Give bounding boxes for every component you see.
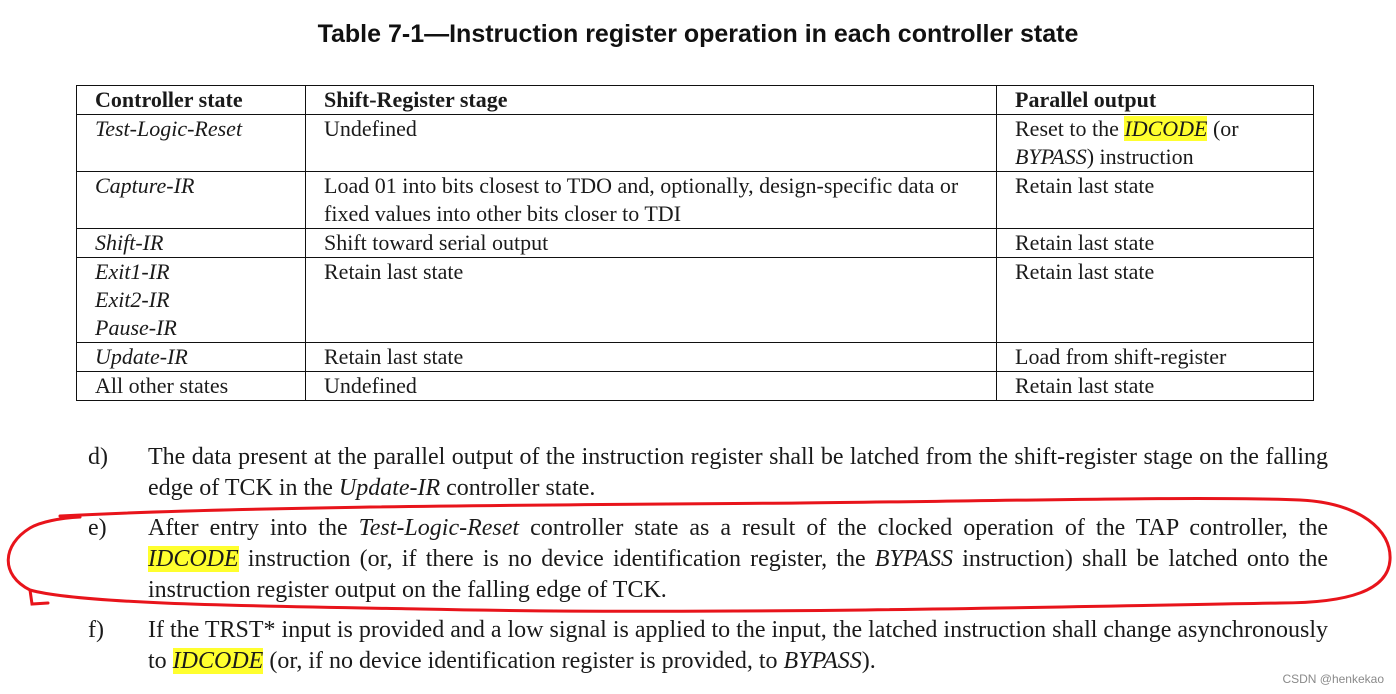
cell-output: Retain last state bbox=[997, 229, 1314, 258]
cell-output: Reset to the IDCODE (or BYPASS) instruction bbox=[997, 115, 1314, 172]
highlighted-term: IDCODE bbox=[1124, 116, 1208, 141]
item-label: e) bbox=[88, 515, 107, 541]
instruction-register-table bbox=[76, 85, 1314, 401]
state-name: Pause-IR bbox=[95, 315, 177, 340]
state-name: Capture-IR bbox=[95, 173, 195, 198]
list-item-d bbox=[88, 442, 1328, 504]
cell-state bbox=[77, 343, 306, 372]
header-controller-state: Controller state bbox=[77, 86, 306, 115]
list-item-f bbox=[88, 615, 1328, 677]
item-text: If the TRST* input is provided and a low signal is applied to the input, the latched instruction shall change asynchronously to IDCODE (or, if no device identification register is provided, to BYPASS). bbox=[148, 617, 1329, 674]
highlighted-term: IDCODE bbox=[172, 648, 264, 674]
item-text: After entry into the Test-Logic-Reset controller state as a result of the clocked operation of the TAP controller, the IDCODE instruction (or, if there is no device identification register, the BYPASS instruction) shall be latched onto the instruction register output on the falling edge of TCK. bbox=[148, 515, 1328, 603]
cell-output: Load from shift-register bbox=[997, 343, 1314, 372]
state-name: Shift-IR bbox=[95, 230, 164, 255]
table-row bbox=[77, 115, 1314, 172]
state-name: Update-IR bbox=[95, 344, 188, 369]
cell-state bbox=[77, 172, 306, 229]
requirements-list bbox=[88, 442, 1328, 686]
item-label: d) bbox=[88, 444, 108, 470]
header-parallel-output: Parallel output bbox=[997, 86, 1314, 115]
item-text: The data present at the parallel output of the instruction register shall be latched from the shift-register stage on the falling edge of TCK in the Update-IR controller state. bbox=[148, 444, 1328, 501]
cell-output: Retain last state bbox=[997, 172, 1314, 229]
state-name: Test-Logic-Reset bbox=[95, 116, 243, 141]
table-row bbox=[77, 229, 1314, 258]
state-name: Exit1-IR bbox=[95, 259, 170, 284]
highlighted-term: IDCODE bbox=[148, 546, 239, 572]
item-label: f) bbox=[88, 617, 104, 643]
italic-term: BYPASS bbox=[1015, 144, 1087, 169]
cell-shift: Load 01 into bits closest to TDO and, optionally, design-specific data or fixed values into other bits closer to TDI bbox=[306, 172, 997, 229]
cell-output: Retain last state bbox=[997, 372, 1314, 401]
cell-shift: Undefined bbox=[306, 115, 997, 172]
cell-state: All other states bbox=[77, 372, 306, 401]
cell-shift: Retain last state bbox=[306, 343, 997, 372]
table-header-row bbox=[77, 86, 1314, 115]
cell-shift: Undefined bbox=[306, 372, 997, 401]
cell-state bbox=[77, 229, 306, 258]
table-title: Table 7-1—Instruction register operation in each controller state bbox=[317, 20, 1079, 48]
table-row bbox=[77, 172, 1314, 229]
list-item-e bbox=[88, 513, 1328, 606]
table-row bbox=[77, 343, 1314, 372]
state-name: Exit2-IR bbox=[95, 287, 170, 312]
cell-state bbox=[77, 258, 306, 343]
cell-shift: Shift toward serial output bbox=[306, 229, 997, 258]
cell-state bbox=[77, 115, 306, 172]
cell-shift: Retain last state bbox=[306, 258, 997, 343]
table-row bbox=[77, 372, 1314, 401]
cell-output: Retain last state bbox=[997, 258, 1314, 343]
watermark: CSDN @henkekao bbox=[1282, 672, 1384, 686]
header-shift-register-stage: Shift-Register stage bbox=[306, 86, 997, 115]
table-row bbox=[77, 258, 1314, 343]
